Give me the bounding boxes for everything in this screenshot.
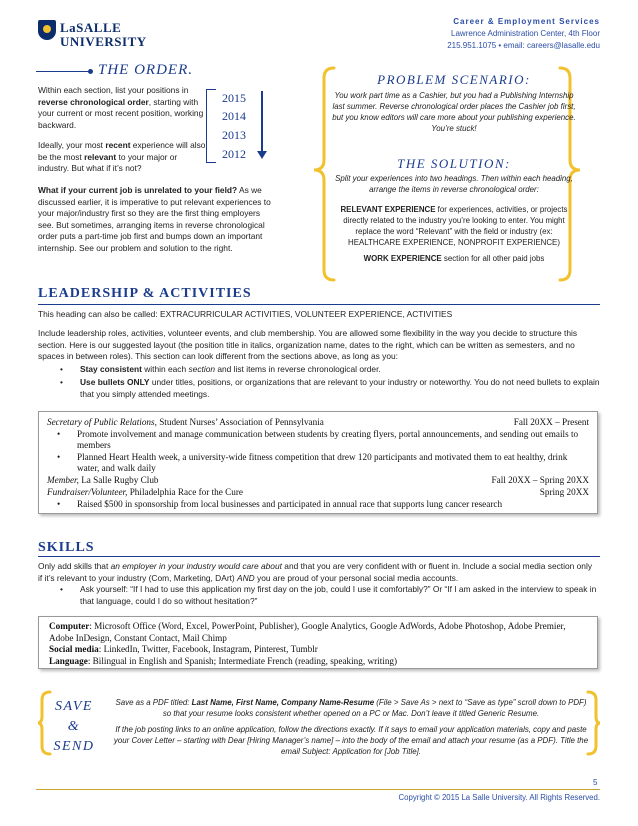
order-rule bbox=[36, 71, 90, 72]
leadership-bullet-1: • Stay consistent within each section and list items in reverse chronological order. bbox=[60, 364, 381, 374]
save-instructions: Save as a PDF titled: Last Name, First Name, Company Name-Resume (File > Save As > next to “Save as type” scroll down to PDF) so that your resume looks consistent whether opened on a PC or Mac. Don’t leave it titled Generic Resume. bbox=[115, 698, 587, 718]
sample-bullet: • Raised $500 in sponsorship from local businesses and participated in annual race that supports lung cancer research bbox=[57, 499, 503, 509]
leadership-alt-names: This heading can also be called: EXTRACURRICULAR ACTIVITIES, VOLUNTEER EXPERIENCE, ACTIVITIES bbox=[38, 309, 453, 319]
contact-info: 215.951.1075 • email: careers@lasalle.edu bbox=[447, 41, 600, 50]
order-paragraph-3: What if your current job is unrelated to your field? As we discussed earlier, it is imperative to put relevant experiences to your major/industry first so they are the first thing employers see. But sometimes, arranging items in reverse chronological order puts a part-time job first and bumps down an important internship. See our problem and solution to the right. bbox=[38, 185, 271, 253]
copyright: Copyright © 2015 La Salle University. All Rights Reserved. bbox=[398, 793, 600, 802]
years-bracket bbox=[206, 89, 216, 163]
sample-entry-header: Member, La Salle Rugby Club Fall 20XX – Spring 20XX bbox=[47, 475, 589, 485]
bullet-icon: • bbox=[60, 377, 63, 387]
solution-relevant: RELEVANT EXPERIENCE for experiences, activities, or projects directly related to the industry you’re looking to enter. You might replace the word “Relevant” with the field or industry (ex: HEALTHCARE EXPERIENCE, NONPROFIT EXPERIENCE) bbox=[340, 205, 568, 247]
skills-social: Social media: LinkedIn, Twitter, Facebook, Instagram, Pinterest, Tumblr bbox=[49, 644, 318, 654]
order-dot bbox=[88, 69, 93, 74]
arrowhead-icon bbox=[257, 151, 267, 159]
order-title: THE ORDER. bbox=[98, 62, 193, 78]
problem-title: PROBLEM SCENARIO: bbox=[377, 72, 531, 87]
year-label: 2015 bbox=[222, 91, 246, 105]
years-diagram bbox=[206, 89, 270, 163]
order-paragraph-1: Within each section, list your positions in reverse chronological order, starting with your current or most recent position, working backward. bbox=[38, 85, 204, 130]
solution-text: Split your experiences into two headings. Then within each heading, arrange the items in reverse chronological order: bbox=[335, 174, 573, 194]
order-paragraph-2: Ideally, your most recent experience will also be the most relevant to your major or industry. But what if it’s not? bbox=[38, 140, 206, 173]
send-instructions: If the job posting links to an online application, follow the directions exactly. If it says to email your application materials, copy and paste your Cover Letter – starting with Dear [Hiring Manager’s name] – into the body of the email and attach your resume (as a PDF). Title the email Subject: Application for [Job Title]. bbox=[113, 725, 589, 756]
leadership-heading: LEADERSHIP & ACTIVITIES bbox=[38, 286, 252, 301]
skills-computer: Computer: Microsoft Office (Word, Excel, PowerPoint, Publisher), Google Analytics, Google AdWords, Adobe Photoshop, Adobe Premier, Adobe InDesign, Constant Contact, Mail Chimp bbox=[49, 621, 566, 643]
sample-entry-header: Fundraiser/Volunteer, Philadelphia Race for the Cure Spring 20XX bbox=[47, 487, 589, 497]
bullet-icon: • bbox=[60, 364, 63, 374]
year-label: 2014 bbox=[222, 109, 246, 123]
skills-bullet-1: • Ask yourself: “If I had to use this application my first day on the job, could I use it comfortably?” Or “If I am asked in the interview to speak in that language, could I do so without hesitation?” bbox=[60, 584, 597, 606]
footer-rule bbox=[36, 789, 600, 790]
solution-work: WORK EXPERIENCE section for all other paid jobs bbox=[363, 254, 545, 263]
bullet-icon: • bbox=[60, 584, 63, 594]
lasalle-logo bbox=[38, 20, 147, 54]
sample-bullet: • Planned Heart Health week, a university-wide fitness competition that drew 120 participants and motivated them to eat healthy, drink water, and walk daily bbox=[57, 452, 568, 474]
skills-description: Only add skills that an employer in your industry would care about and that you are very confident with or fluent in. Include a social media section only if it’s relevant to your industry (Com, Marketing, DArt) AND you are proud of your personal social media accounts. bbox=[38, 561, 593, 583]
leadership-bullet-2: • Use bullets ONLY under titles, positions, or organizations that are relevant to your industry or noteworthy. You do not need bullets to explain that you simply attended meetings. bbox=[60, 377, 600, 399]
leadership-rule bbox=[38, 304, 600, 305]
down-arrow-icon bbox=[261, 91, 263, 153]
save-send-label: SAVE & SEND bbox=[53, 699, 95, 754]
leadership-description: Include leadership roles, activities, volunteer events, and club membership. You are allowed some flexibility in the way you decide to structure this section. Here is our suggested layout (the position title in italics, organization name, dates to the right, which can be written as semesters, and no spaces in between roles). This section can look different from the sections above, as long as you: bbox=[38, 328, 578, 361]
skills-heading: SKILLS bbox=[38, 540, 95, 555]
department-name: Career & Employment Services bbox=[453, 17, 600, 26]
sample-bullet: • Promote involvement and manage communication between students by creating flyers, portal announcements, and sending out emails to members bbox=[57, 429, 579, 451]
address: Lawrence Administration Center, 4th Floor bbox=[451, 29, 600, 38]
problem-text: You work part time as a Cashier, but you had a Publishing Internship last summer. Reverse chronological order places the Cashier job first, but you know editors will care more about your publishing experience. You’re stuck! bbox=[332, 91, 576, 133]
logo-line2: UNIVERSITY bbox=[60, 34, 147, 49]
leadership-sample bbox=[38, 411, 598, 514]
skills-rule bbox=[38, 556, 600, 557]
skills-sample bbox=[38, 616, 598, 669]
skills-language: Language: Bilingual in English and Spanish; Intermediate French (reading, speaking, writing) bbox=[49, 656, 398, 666]
year-label: 2013 bbox=[222, 128, 246, 142]
logo-line1: LaSALLE bbox=[60, 20, 122, 35]
shield-icon bbox=[38, 20, 56, 40]
year-label: 2012 bbox=[222, 147, 246, 161]
solution-title: THE SOLUTION: bbox=[397, 156, 511, 171]
sample-entry-header: Secretary of Public Relations, Student Nurses’ Association of Pennsylvania Fall 20XX – Present bbox=[47, 417, 589, 427]
page-number: 5 bbox=[593, 778, 598, 787]
contact-block bbox=[447, 16, 600, 52]
